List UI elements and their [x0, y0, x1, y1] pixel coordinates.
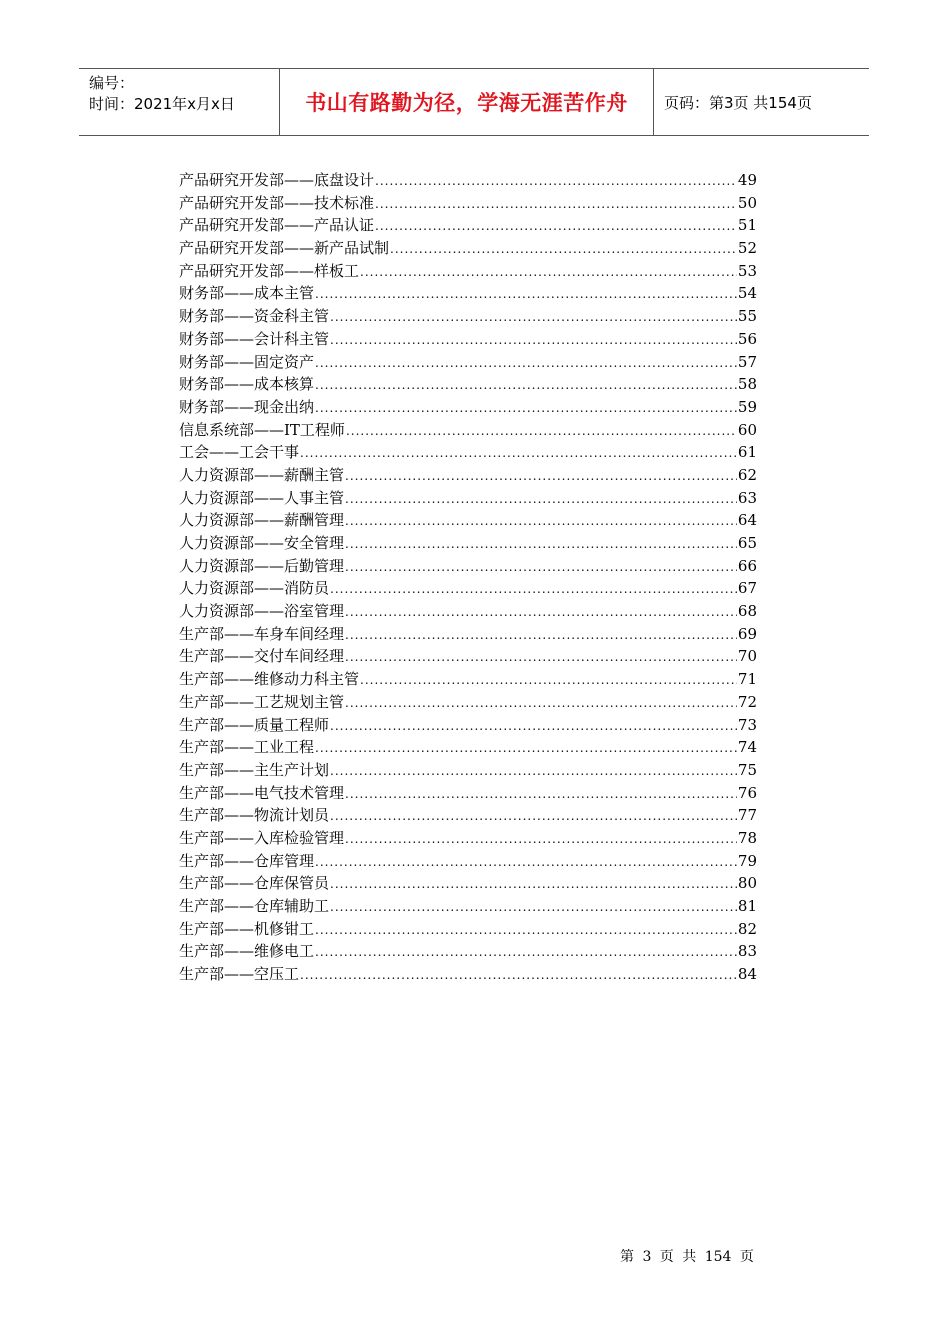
toc-entry[interactable]	[179, 850, 757, 873]
date-label: 时间：2021年x月x日	[89, 95, 235, 113]
toc-entry-page: 70	[737, 647, 757, 666]
toc-dot-leader	[330, 760, 737, 783]
toc-entry-page: 81	[737, 897, 757, 915]
toc-dot-leader	[315, 352, 737, 375]
toc-entry[interactable]	[179, 940, 757, 963]
toc-entry[interactable]	[179, 351, 757, 374]
page-header	[79, 68, 869, 136]
toc-entry-title: 生产部——入库检验管理	[179, 828, 345, 847]
toc-entry-page: 84	[737, 965, 757, 984]
toc-entry-page: 78	[737, 828, 757, 847]
toc-entry-title: 生产部——维修动力科主管	[179, 670, 360, 689]
toc-entry-title: 产品研究开发部——技术标准	[179, 193, 375, 212]
toc-dot-leader	[345, 601, 737, 624]
toc-entry-title: 财务部——资金科主管	[179, 307, 330, 326]
toc-entry-title: 人力资源部——消防员	[179, 579, 330, 598]
toc-entry-page: 51	[737, 216, 757, 235]
toc-entry[interactable]	[179, 464, 757, 487]
toc-entry-title: 生产部——维修电工	[179, 942, 315, 961]
toc-entry-title: 人力资源部——后勤管理	[179, 556, 345, 575]
toc-dot-leader	[345, 783, 737, 806]
toc-entry-page: 64	[737, 511, 757, 530]
toc-entry-page: 59	[737, 397, 757, 416]
toc-entry[interactable]	[179, 918, 757, 941]
toc-entry-page: 53	[737, 261, 757, 280]
toc-entry-title: 财务部——现金出纳	[179, 397, 315, 416]
toc-dot-leader	[315, 397, 737, 420]
toc-entry[interactable]	[179, 214, 757, 237]
toc-dot-leader	[346, 420, 737, 443]
toc-entry[interactable]	[179, 373, 757, 396]
toc-dot-leader	[345, 510, 737, 533]
toc-dot-leader	[360, 261, 737, 284]
toc-entry-title: 信息系统部——IT工程师	[179, 420, 345, 439]
toc-entry-page: 76	[737, 783, 757, 802]
toc-entry-title: 产品研究开发部——底盘设计	[179, 171, 375, 189]
toc-dot-leader	[345, 556, 737, 579]
toc-entry[interactable]	[179, 668, 757, 691]
toc-entry-title: 人力资源部——薪酬管理	[179, 511, 345, 530]
toc-dot-leader	[345, 828, 737, 851]
toc-entry-title: 产品研究开发部——产品认证	[179, 216, 375, 235]
toc-entry-page: 74	[737, 738, 757, 757]
toc-entry-title: 生产部——仓库辅助工	[179, 897, 330, 915]
toc-dot-leader	[315, 941, 737, 964]
toc-dot-leader	[300, 442, 737, 465]
toc-entry-title: 财务部——固定资产	[179, 352, 315, 371]
toc-entry-title: 生产部——工艺规划主管	[179, 692, 345, 711]
toc-entry-title: 人力资源部——薪酬主管	[179, 465, 345, 484]
toc-entry-page: 52	[737, 239, 757, 258]
toc-entry[interactable]	[179, 282, 757, 305]
toc-entry[interactable]	[179, 963, 757, 986]
page-footer: 第 3 页 共 154 页	[620, 1249, 754, 1265]
toc-entry[interactable]	[179, 419, 757, 442]
toc-dot-leader	[345, 533, 737, 556]
toc-entry-page: 62	[737, 465, 757, 484]
toc-entry[interactable]	[179, 645, 757, 668]
toc-dot-leader	[300, 964, 737, 987]
toc-entry-page: 71	[737, 670, 757, 689]
toc-dot-leader	[330, 805, 737, 828]
toc-dot-leader	[330, 715, 737, 738]
toc-entry-title: 生产部——质量工程师	[179, 715, 330, 734]
toc-entry-page: 57	[737, 352, 757, 371]
toc-dot-leader	[375, 170, 737, 193]
toc-dot-leader	[330, 896, 737, 919]
toc-entry[interactable]	[179, 509, 757, 532]
toc-entry[interactable]	[179, 441, 757, 464]
toc-dot-leader	[315, 919, 737, 942]
header-left-cell	[79, 69, 280, 135]
toc-entry[interactable]	[179, 872, 757, 895]
toc-entry[interactable]	[179, 600, 757, 623]
toc-entry-page: 58	[737, 375, 757, 394]
toc-dot-leader	[345, 646, 737, 669]
toc-dot-leader	[315, 374, 737, 397]
toc-entry[interactable]	[179, 555, 757, 578]
toc-dot-leader	[375, 193, 737, 216]
toc-entry[interactable]	[179, 260, 757, 283]
toc-entry-page: 60	[737, 420, 757, 439]
toc-entry-page: 79	[737, 851, 757, 870]
toc-dot-leader	[330, 306, 737, 329]
toc-entry[interactable]	[179, 237, 757, 260]
toc-entry-title: 人力资源部——浴室管理	[179, 602, 345, 621]
toc-entry-page: 65	[737, 534, 757, 552]
toc-entry[interactable]	[179, 895, 757, 918]
toc-dot-leader	[345, 692, 737, 715]
toc-entry[interactable]	[179, 623, 757, 646]
toc-entry-title: 财务部——会计科主管	[179, 329, 330, 348]
header-motto-cell	[280, 69, 654, 135]
toc-dot-leader	[330, 873, 737, 896]
toc-entry-page: 56	[737, 329, 757, 348]
toc-entry-page: 61	[737, 443, 757, 462]
toc-dot-leader	[345, 488, 737, 511]
toc-entry-title: 生产部——工业工程	[179, 738, 315, 757]
toc-entry[interactable]	[179, 532, 757, 555]
toc-entry-title: 生产部——主生产计划	[179, 760, 330, 779]
toc-dot-leader	[360, 669, 737, 692]
toc-entry-title: 财务部——成本主管	[179, 284, 315, 303]
toc-entry-page: 75	[737, 760, 757, 779]
toc-entry-title: 生产部——仓库保管员	[179, 874, 330, 893]
toc-entry-page: 54	[737, 284, 757, 303]
toc-dot-leader	[390, 238, 737, 261]
toc-entry-title: 生产部——电气技术管理	[179, 783, 345, 802]
toc-entry[interactable]	[179, 691, 757, 714]
toc-entry-title: 生产部——车身车间经理	[179, 624, 345, 643]
toc-entry-title: 财务部——成本核算	[179, 375, 315, 394]
toc-entry[interactable]	[179, 192, 757, 215]
toc-entry-title: 人力资源部——人事主管	[179, 488, 345, 507]
toc-dot-leader	[315, 851, 737, 874]
toc-entry-page: 80	[737, 874, 757, 893]
motto-text: 书山有路勤为径，学海无涯苦作舟	[305, 91, 628, 115]
toc-entry-title: 生产部——交付车间经理	[179, 647, 345, 666]
toc-entry[interactable]	[179, 396, 757, 419]
toc-entry[interactable]	[179, 487, 757, 510]
toc-entry-page: 68	[737, 602, 757, 621]
toc-entry-title: 产品研究开发部——样板工	[179, 261, 360, 280]
toc-entry[interactable]	[179, 305, 757, 328]
toc-entry[interactable]	[179, 169, 757, 192]
serial-label: 编号：	[89, 74, 135, 92]
toc-dot-leader	[375, 215, 737, 238]
toc-entry[interactable]	[179, 577, 757, 600]
toc-dot-leader	[330, 578, 737, 601]
toc-entry-title: 生产部——机修钳工	[179, 919, 315, 938]
toc-dot-leader	[330, 329, 737, 352]
toc-dot-leader	[315, 283, 737, 306]
toc-entry[interactable]	[179, 759, 757, 782]
toc-entry-page: 72	[737, 692, 757, 711]
table-of-contents	[179, 169, 757, 986]
toc-entry-page: 67	[737, 579, 757, 598]
toc-entry[interactable]	[179, 804, 757, 827]
toc-entry-title: 生产部——物流计划员	[179, 806, 330, 825]
page-info: 页码：第3页 共154页	[664, 93, 812, 112]
toc-entry[interactable]	[179, 782, 757, 805]
toc-dot-leader	[315, 737, 737, 760]
toc-entry-title: 产品研究开发部——新产品试制	[179, 239, 390, 258]
toc-dot-leader	[345, 465, 737, 488]
toc-entry-title: 生产部——空压工	[179, 965, 300, 984]
toc-entry-title: 生产部——仓库管理	[179, 851, 315, 870]
toc-entry-page: 82	[737, 919, 757, 938]
toc-entry-page: 66	[737, 556, 757, 575]
toc-dot-leader	[345, 624, 737, 647]
toc-entry-page: 50	[737, 193, 757, 212]
toc-entry[interactable]	[179, 328, 757, 351]
toc-entry-page: 55	[737, 307, 757, 326]
toc-entry-page: 83	[737, 942, 757, 961]
toc-entry-page: 49	[737, 171, 757, 189]
toc-entry[interactable]	[179, 736, 757, 759]
toc-entry[interactable]	[179, 714, 757, 737]
toc-entry-page: 69	[737, 624, 757, 643]
toc-entry-page: 73	[737, 715, 757, 734]
toc-entry[interactable]	[179, 827, 757, 850]
toc-entry-page: 77	[737, 806, 757, 825]
toc-entry-page: 63	[737, 488, 757, 507]
toc-entry-title: 人力资源部——安全管理	[179, 534, 345, 552]
toc-entry-title: 工会——工会干事	[179, 443, 300, 462]
header-page-info-cell	[654, 69, 869, 135]
